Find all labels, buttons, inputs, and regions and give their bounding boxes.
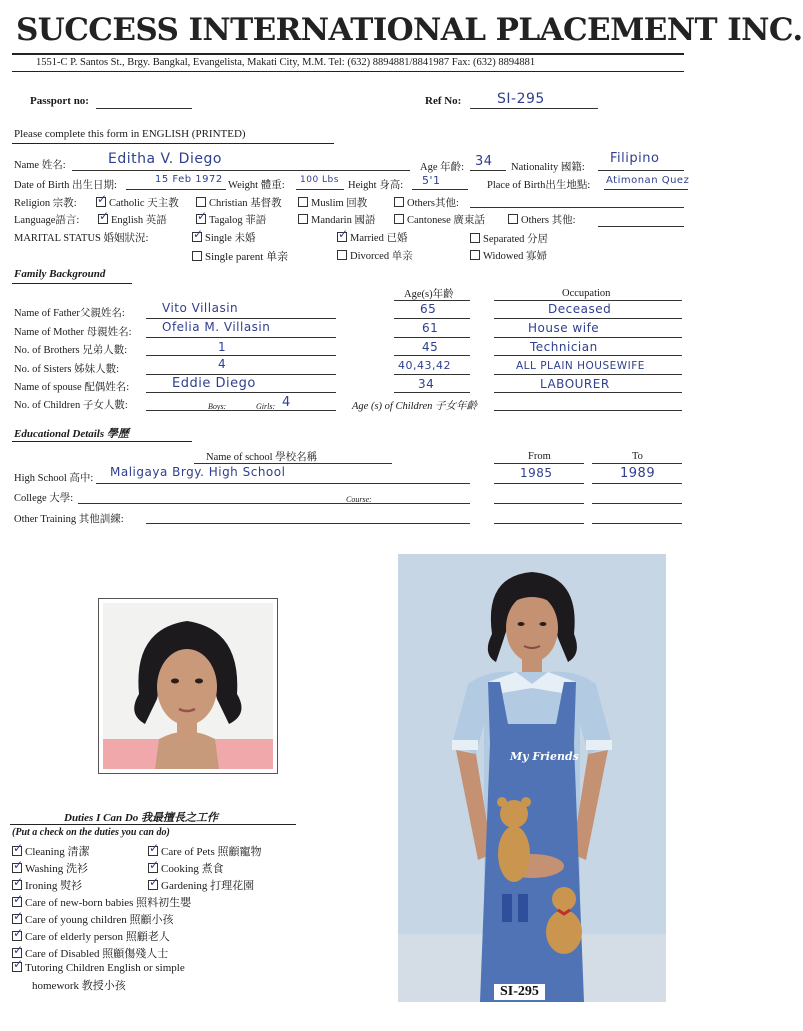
duties-subtitle: (Put a check on the duties you can do) <box>12 827 170 838</box>
brothers-age-field[interactable] <box>394 355 470 356</box>
other-to-field[interactable] <box>592 523 682 524</box>
other-from-field[interactable] <box>494 523 584 524</box>
father-occ-field[interactable] <box>494 318 682 319</box>
checkbox-icon[interactable] <box>96 197 106 207</box>
checkbox-icon[interactable] <box>196 197 206 207</box>
checkbox-icon[interactable] <box>148 846 158 856</box>
other-training-label: Other Training 其他訓練: <box>14 514 124 525</box>
age-field[interactable] <box>470 170 506 171</box>
boys-label: Boys: <box>208 402 227 411</box>
language-tagalog[interactable]: ✓ Tagalog 菲語 <box>196 212 266 227</box>
high-to-field[interactable] <box>592 483 682 484</box>
checkbox-icon[interactable] <box>298 214 308 224</box>
ref-label: Ref No: <box>425 95 462 107</box>
religion-catholic[interactable]: ✓ Catholic 天主教 <box>96 195 179 210</box>
mother-value: Ofelia M. Villasin <box>162 320 271 334</box>
to-header-rule <box>592 463 682 464</box>
checkbox-icon[interactable] <box>337 232 347 242</box>
age-header: Age(s)年齡 <box>404 289 454 300</box>
religion-others[interactable]: Others其他: <box>394 195 459 210</box>
sisters-ages: 40,43,42 <box>398 359 451 372</box>
college-field[interactable] <box>78 503 470 504</box>
sisters-label: No. of Sisters 姊妹人數: <box>14 364 119 375</box>
spouse-occ-field[interactable] <box>494 392 682 393</box>
passport-label: Passport no: <box>30 95 89 107</box>
father-occupation: Deceased <box>548 302 612 316</box>
high-from-field[interactable] <box>494 483 584 484</box>
pob-field[interactable] <box>604 189 688 190</box>
ref-field[interactable] <box>470 108 598 109</box>
name-field[interactable] <box>72 170 410 171</box>
weight-field[interactable] <box>296 189 344 190</box>
height-label: Height 身高: <box>348 180 404 191</box>
spouse-age-field[interactable] <box>394 392 470 393</box>
marital-single[interactable]: ✓ Single 未婚 <box>192 230 255 245</box>
form-instruction: Please complete this form in ENGLISH (PRINTED) <box>14 128 246 140</box>
duties-title: Duties I Can Do 我最擅長之工作 <box>64 812 219 824</box>
checkbox-icon[interactable] <box>12 962 22 972</box>
checkbox-icon[interactable] <box>470 233 480 243</box>
header-rule <box>12 53 684 55</box>
high-school-to: 1989 <box>620 466 656 481</box>
pob-value: Atimonan Quez <box>606 175 690 186</box>
language-mandarin[interactable]: Mandarin 國語 <box>298 212 375 227</box>
marital-divorced[interactable]: Divorced 单亲 <box>337 248 413 263</box>
high-school-from: 1985 <box>520 466 553 480</box>
father-age-field[interactable] <box>394 318 470 319</box>
company-title: SUCCESS INTERNATIONAL PLACEMENT INC. <box>16 12 803 48</box>
course-label: Course: <box>346 495 372 504</box>
mother-occ-field[interactable] <box>494 337 682 338</box>
checkbox-icon[interactable] <box>337 250 347 260</box>
religion-muslim[interactable]: Muslim 回教 <box>298 195 367 210</box>
pob-label: Place of Birth出生地點: <box>487 180 591 191</box>
brothers-value: 1 <box>218 340 227 354</box>
age-header-rule <box>394 300 470 301</box>
duty-ironing[interactable]: ✓Ironing 熨衫 <box>12 877 82 893</box>
father-age: 65 <box>420 302 437 316</box>
dob-label: Date of Birth 出生日期: <box>14 180 117 191</box>
college-label: College 大學: <box>14 493 74 504</box>
marital-married[interactable]: ✓ Married 已婚 <box>337 230 407 245</box>
address-rule <box>12 71 684 72</box>
checkbox-icon[interactable] <box>12 863 22 873</box>
children-label: No. of Children 子女人數: <box>14 400 128 411</box>
girls-label: Girls: <box>256 402 276 411</box>
passport-field[interactable] <box>96 108 192 109</box>
apron-text: My Friends <box>510 750 579 763</box>
photo-caption: SI-295 <box>494 984 545 1000</box>
weight-value: 100 Lbs <box>300 175 339 185</box>
mother-age-field[interactable] <box>394 337 470 338</box>
brothers-field[interactable] <box>146 355 336 356</box>
checkbox-icon[interactable] <box>394 214 404 224</box>
duty-disabled[interactable]: ✓Care of Disabled 照顧傷殘人士 <box>12 945 168 961</box>
family-section-title: Family Background <box>14 268 106 280</box>
checkbox-icon[interactable] <box>98 214 108 224</box>
sisters-value: 4 <box>218 357 227 371</box>
religion-others-field[interactable] <box>470 207 684 208</box>
education-title-rule <box>12 441 192 442</box>
brothers-age: 45 <box>422 340 439 354</box>
sisters-field[interactable] <box>146 374 336 375</box>
dob-value: 15 Feb 1972 <box>155 174 223 185</box>
from-header: From <box>528 451 551 462</box>
checkbox-icon[interactable] <box>196 214 206 224</box>
weight-label: Weight 體重: <box>228 180 285 191</box>
checkbox-icon[interactable] <box>148 863 158 873</box>
checkbox-icon[interactable] <box>12 914 22 924</box>
occupation-header-rule <box>494 300 682 301</box>
spouse-field[interactable] <box>146 392 336 393</box>
children-ages-field[interactable] <box>494 410 682 411</box>
checkbox-icon[interactable] <box>148 880 158 890</box>
spouse-label: Name of spouse 配偶姓名: <box>14 382 130 393</box>
high-school-value: Maligaya Brgy. High School <box>110 465 286 479</box>
language-label: Language語言: <box>14 215 80 226</box>
name-label: Name 姓名: <box>14 160 66 171</box>
duty-gardening[interactable]: ✓ Gardening 打理花園 <box>148 877 254 893</box>
age-label: Age 年齡: <box>420 162 465 173</box>
checkbox-icon[interactable] <box>192 251 202 261</box>
mother-label: Name of Mother 母親姓名: <box>14 327 132 338</box>
duty-elderly-person[interactable]: ✓Care of elderly person 照顧老人 <box>12 928 170 944</box>
nationality-field[interactable] <box>598 170 684 171</box>
brothers-occ-field[interactable] <box>494 355 682 356</box>
high-school-field[interactable] <box>96 483 470 484</box>
marital-separated[interactable]: Separated 分居 <box>470 231 548 246</box>
nationality-label: Nationality 國籍: <box>511 162 585 173</box>
company-address: 1551-C P. Santos St., Brgy. Bangkal, Evangelista, Makati City, M.M. Tel: (632) 8894881/8841987 Fax: (632) 8894881 <box>36 57 536 68</box>
girls-value: 4 <box>282 395 291 410</box>
duty-care-of-pets[interactable]: ✓ Care of Pets 照顧寵物 <box>148 843 262 859</box>
mother-field[interactable] <box>146 337 336 338</box>
children-field[interactable] <box>146 410 336 411</box>
religion-christian[interactable]: Christian 基督教 <box>196 195 282 210</box>
school-header: Name of school 學校名稱 <box>206 452 318 463</box>
language-others-field[interactable] <box>598 226 684 227</box>
father-label: Name of Father父親姓名: <box>14 308 125 319</box>
family-title-rule <box>12 283 132 284</box>
headshot-image <box>99 599 277 773</box>
checkbox-icon[interactable] <box>12 897 22 907</box>
mother-age: 61 <box>422 321 439 335</box>
other-training-field[interactable] <box>146 523 470 524</box>
father-value: Vito Villasin <box>162 301 239 315</box>
name-value: Editha V. Diego <box>108 151 222 167</box>
education-section-title: Educational Details 學歷 <box>14 428 129 440</box>
duty-tutoring-cont: homework 教授小孩 <box>32 980 126 992</box>
checkbox-icon[interactable] <box>508 214 518 224</box>
instruction-rule <box>12 143 334 144</box>
duty-newborn-babies[interactable]: ✓Care of new-born babies 照料初生嬰 <box>12 894 191 910</box>
mother-occupation: House wife <box>528 321 600 335</box>
headshot-photo <box>98 598 278 774</box>
college-to-field[interactable] <box>592 503 682 504</box>
duty-washing[interactable]: ✓Washing 洗衫 <box>12 860 88 876</box>
spouse-value: Eddie Diego <box>172 376 256 391</box>
checkbox-icon[interactable] <box>470 250 480 260</box>
college-from-field[interactable] <box>494 503 584 504</box>
occupation-header: Occupation <box>562 288 611 299</box>
age-value: 34 <box>475 154 493 169</box>
marital-label: MARITAL STATUS 婚姻狀況: <box>14 233 149 244</box>
checkbox-icon[interactable] <box>298 197 308 207</box>
children-ages-label: Age (s) of Children 子女年齡 <box>352 401 478 412</box>
language-english[interactable]: ✓ English 英語 <box>98 212 167 227</box>
ref-value: SI-295 <box>497 91 545 107</box>
marital-single-parent[interactable]: Single parent 单亲 <box>192 248 288 264</box>
language-others[interactable]: Others 其他: <box>508 212 576 227</box>
sisters-occupation: ALL PLAIN HOUSEWIFE <box>516 360 645 372</box>
religion-label: Religion 宗教: <box>14 198 77 209</box>
height-field[interactable] <box>412 189 468 190</box>
checkbox-icon[interactable] <box>12 880 22 890</box>
checkbox-icon[interactable] <box>12 931 22 941</box>
duty-tutoring[interactable]: ✓Tutoring Children English or simple <box>12 962 185 974</box>
checkbox-icon[interactable] <box>192 232 202 242</box>
duties-title-rule <box>10 824 296 825</box>
brothers-label: No. of Brothers 兄弟人數: <box>14 345 128 356</box>
brothers-occupation: Technician <box>530 340 598 354</box>
to-header: To <box>632 451 643 462</box>
high-school-label: High School 高中: <box>14 473 94 484</box>
checkbox-icon[interactable] <box>394 197 404 207</box>
school-header-rule <box>194 463 392 464</box>
checkbox-icon[interactable] <box>12 846 22 856</box>
height-value: 5'1 <box>422 174 441 187</box>
father-field[interactable] <box>146 318 336 319</box>
fullbody-photo <box>398 554 666 1002</box>
from-header-rule <box>494 463 584 464</box>
dob-field[interactable] <box>126 189 226 190</box>
duty-cooking[interactable]: ✓ Cooking 煮食 <box>148 860 224 876</box>
marital-widowed[interactable]: Widowed 寡婦 <box>470 248 547 263</box>
spouse-occupation: LABOURER <box>540 377 610 391</box>
language-cantonese[interactable]: Cantonese 廣東話 <box>394 212 485 227</box>
spouse-age: 34 <box>418 377 435 391</box>
sisters-occ-field[interactable] <box>494 374 682 375</box>
duty-young-children[interactable]: ✓Care of young children 照顧小孩 <box>12 911 173 927</box>
duty-cleaning[interactable]: ✓Cleaning 清潔 <box>12 843 89 859</box>
sisters-age-field[interactable] <box>394 374 470 375</box>
fullbody-image <box>398 554 666 1002</box>
nationality-value: Filipino <box>610 151 660 166</box>
